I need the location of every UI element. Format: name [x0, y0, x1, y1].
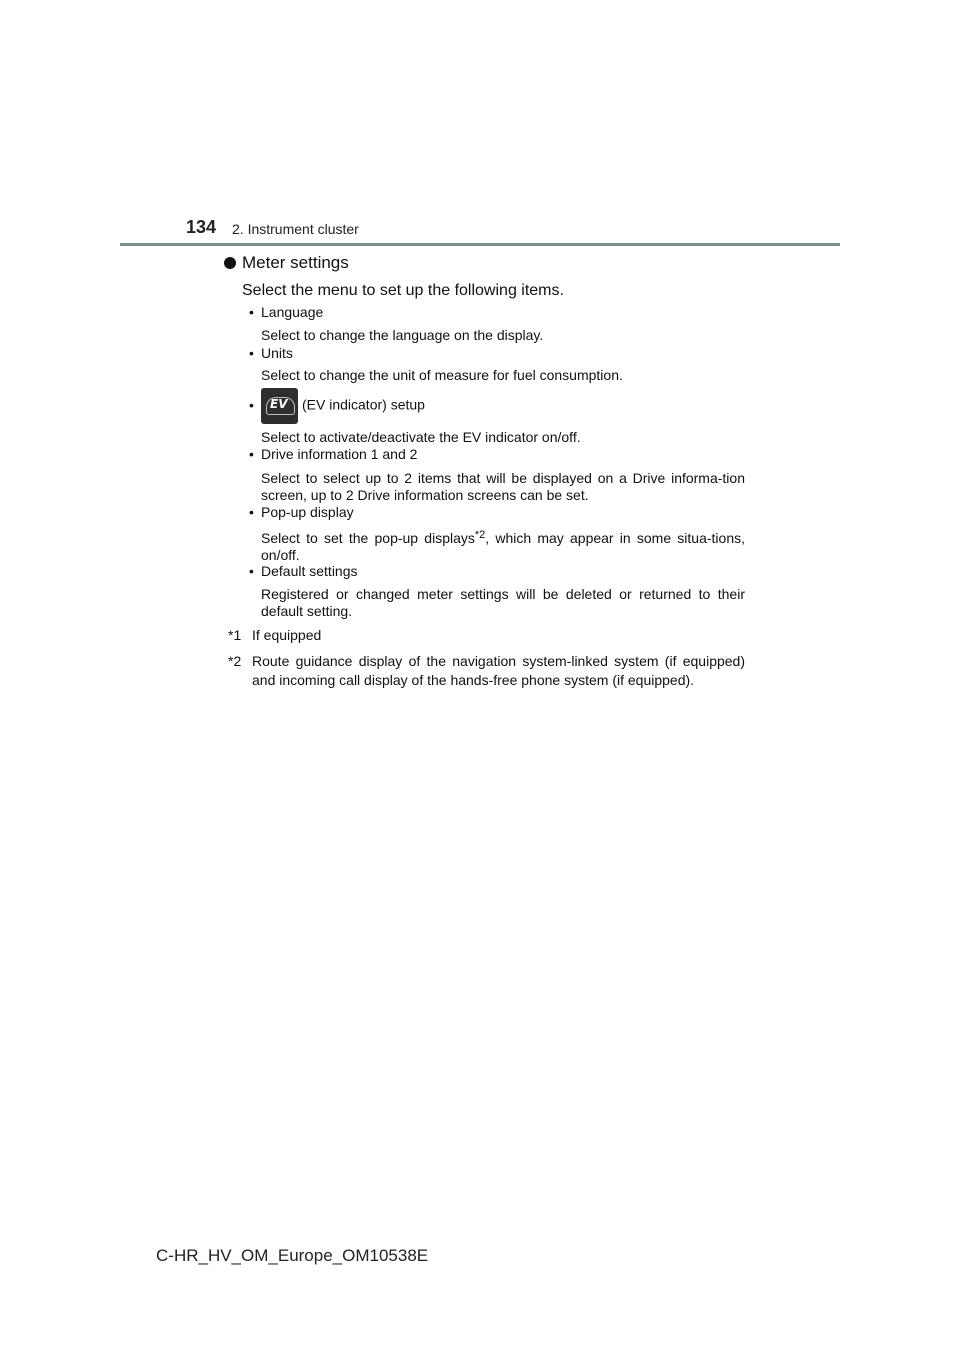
list-item-popup-display — [249, 504, 749, 520]
filled-circle-bullet-icon — [224, 257, 236, 269]
footnote-text: Route guidance display of the navigation system-linked system (if equipped) and incoming call display of the hands-free phone system (if equipped). — [252, 653, 745, 688]
header-divider — [120, 243, 840, 246]
footnote-text: If equipped — [252, 627, 322, 643]
list-item-label: (EV indicator) setup — [302, 396, 425, 413]
list-item-description: Registered or changed meter settings will be deleted or returned to their default setting. — [261, 586, 745, 619]
footnote-mark: *2 — [228, 653, 242, 669]
list-item-drive-information — [249, 446, 749, 462]
page-number: 134 — [186, 217, 217, 237]
chapter-title: 2. Instrument cluster — [232, 221, 359, 237]
list-item-description: Select to select up to 2 items that will be displayed on a Drive informa-tion screen, up to 2 Drive information screens can be set. — [261, 470, 745, 503]
list-item-language — [249, 304, 749, 320]
ev-indicator-icon — [261, 388, 298, 424]
list-item-ev-indicator — [249, 388, 749, 424]
list-item-label: • Units — [249, 345, 293, 361]
list-item-label: • Default settings — [249, 563, 358, 579]
list-item-units — [249, 345, 749, 361]
footnote-mark: *1 — [228, 627, 242, 643]
list-item-default-settings — [249, 563, 749, 579]
list-item-description: Select to activate/deactivate the EV indicator on/off. — [261, 429, 581, 445]
list-item-description: Select to set the pop-up displays$^{*2}$, which may appear in some situa-tions, on/off. — [261, 529, 746, 563]
list-item-label: • Drive information 1 and 2 — [249, 446, 417, 462]
section-title-text: Meter settings — [242, 253, 349, 272]
page-header — [0, 0, 960, 250]
document-code: C-HR_HV_OM_Europe_OM10538E — [156, 1246, 429, 1265]
ev-icon-text: EV — [270, 397, 288, 411]
section-intro: Select the menu to set up the following items. — [242, 282, 564, 299]
list-item-label: • Pop-up display — [249, 504, 354, 520]
list-item-description: Select to change the language on the display. — [261, 327, 544, 343]
footnote-reference: *2 — [474, 529, 486, 541]
section-heading — [224, 253, 349, 273]
list-item-label: • Language — [249, 304, 323, 320]
list-item-description: Select to change the unit of measure for fuel consumption. — [261, 367, 623, 383]
